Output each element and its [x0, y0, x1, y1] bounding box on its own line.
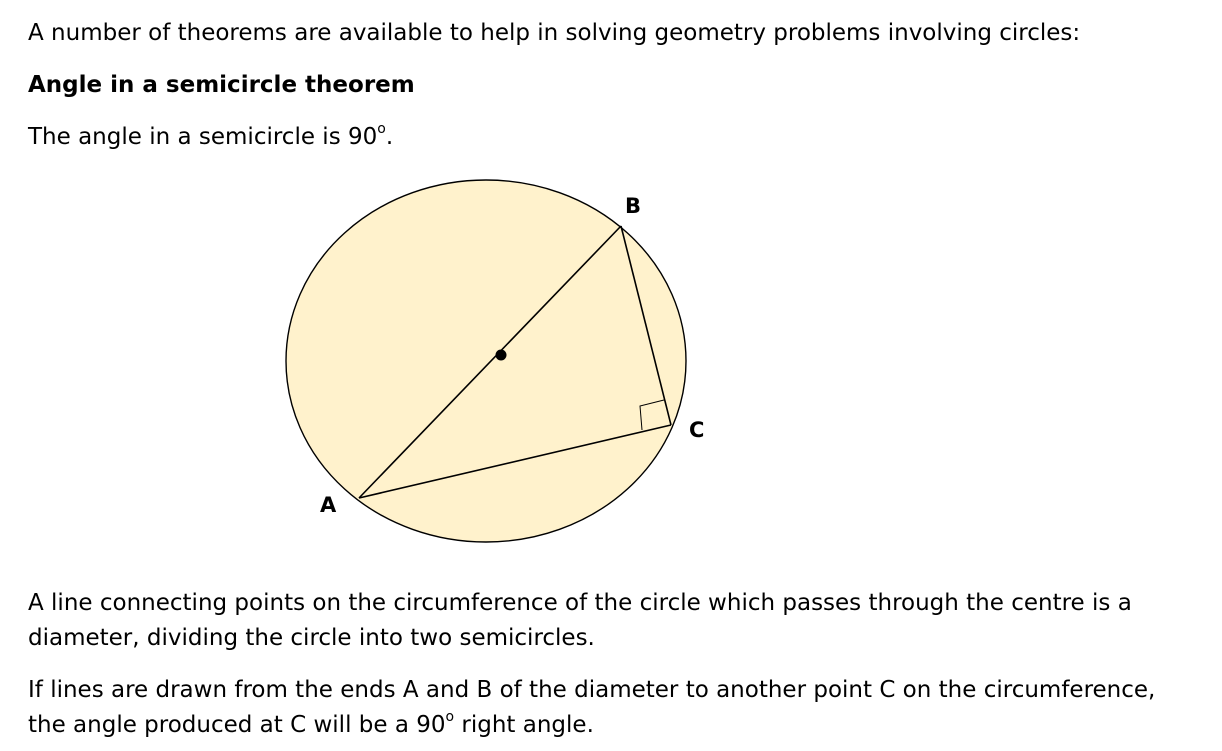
right-angle-paragraph-line-1: If lines are drawn from the ends A and B of the diameter to another point C on the circumference, [28, 677, 1156, 703]
degree-superscript-2: o [445, 709, 455, 726]
diameter-paragraph-line-2: diameter, dividing the circle into two semicircles. [28, 625, 595, 651]
point-label-a: A [320, 493, 337, 517]
statement-period: . [385, 124, 394, 150]
right-angle-text-end: right angle. [454, 712, 594, 738]
centre-point [496, 350, 507, 361]
theorem-statement [28, 120, 393, 154]
point-label-c: C [689, 418, 705, 442]
intro-text: A number of theorems are available to help in solving geometry problems involving circles: [28, 20, 1081, 46]
statement-text: The angle in a semicircle is 90 [28, 124, 378, 150]
right-angle-paragraph-line-2 [28, 708, 594, 742]
diameter-paragraph-line-1: A line connecting points on the circumference of the circle which passes through the centre is a [28, 590, 1132, 616]
degree-superscript: o [377, 121, 386, 138]
circle [286, 180, 686, 542]
theorem-heading: Angle in a semicircle theorem [28, 72, 415, 98]
semicircle-diagram [260, 170, 740, 560]
semicircle-diagram-svg [260, 170, 740, 560]
point-label-b: B [625, 194, 642, 218]
right-angle-text: the angle produced at C will be a 90 [28, 712, 446, 738]
